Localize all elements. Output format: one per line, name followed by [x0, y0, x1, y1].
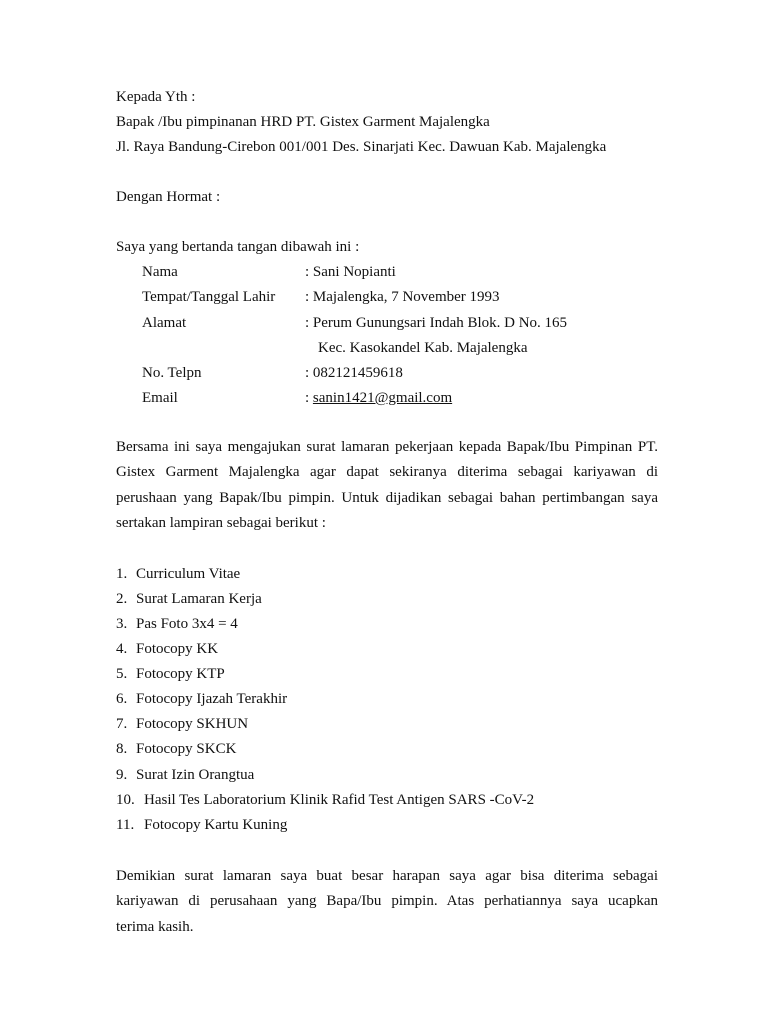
list-item: 7. Fotocopy SKHUN: [116, 716, 249, 732]
body-paragraph: [116, 435, 658, 536]
email-value: [305, 388, 452, 408]
email-link[interactable]: sanin1421@gmail.com: [312, 390, 453, 406]
recipient-address: Jl. Raya Bandung-Cirebon 001/001 Des. Sinarjati Kec. Dawuan Kab. Majalengka: [116, 139, 607, 155]
body-line: Gistex Garment Majalengka agar dapat sekiranya diterima sebagai kariyawan di: [116, 464, 658, 481]
recipient-name: Bapak /Ibu pimpinanan HRD PT. Gistex Garment Majalengka: [116, 114, 490, 130]
list-item: 5. Fotocopy KTP: [116, 666, 225, 682]
address-value-line-1: : Perum Gunungsari Indah Blok. D No. 165: [305, 315, 568, 331]
list-item: 11. Fotocopy Kartu Kuning: [116, 817, 288, 833]
email-label: Email: [142, 390, 178, 406]
address-value-line-2: Kec. Kasokandel Kab. Majalengka: [318, 340, 528, 356]
name-value: : Sani Nopianti: [305, 264, 396, 280]
closing-line: kariyawan di perusahaan yang Bapa/Ibu pimpin. Atas perhatiannya saya ucapkan: [116, 893, 658, 910]
list-item: 6. Fotocopy Ijazah Terakhir: [116, 691, 288, 707]
name-label: Nama: [142, 264, 178, 280]
list-item: 10. Hasil Tes Laboratorium Klinik Rafid Test Antigen SARS -CoV-2: [116, 792, 535, 808]
list-item: 8. Fotocopy SKCK: [116, 741, 237, 757]
birth-value: : Majalengka, 7 November 1993: [305, 289, 500, 305]
list-item: 2. Surat Lamaran Kerja: [116, 591, 262, 607]
closing-paragraph: [116, 864, 658, 940]
list-item: 4. Fotocopy KK: [116, 641, 219, 657]
intro-line: Saya yang bertanda tangan dibawah ini :: [116, 239, 360, 255]
closing-line: terima kasih.: [116, 918, 194, 935]
body-line: Bersama ini saya mengajukan surat lamaran pekerjaan kepada Bapak/Ibu Pimpinan PT.: [116, 439, 658, 455]
recipient-greeting: Kepada Yth :: [116, 89, 196, 105]
body-line: sertakan lampiran sebagai berikut :: [116, 514, 326, 531]
list-item: 9. Surat Izin Orangtua: [116, 767, 255, 783]
email-prefix: :: [305, 390, 313, 406]
list-item: 1. Curriculum Vitae: [116, 566, 241, 582]
list-item: 3. Pas Foto 3x4 = 4: [116, 616, 238, 632]
birth-label: Tempat/Tanggal Lahir: [142, 289, 276, 305]
body-line: perushaan yang Bapak/Ibu pimpin. Untuk dijadikan sebagai bahan pertimbangan saya: [116, 489, 658, 506]
closing-line: Demikian surat lamaran saya buat besar harapan saya agar bisa diterima sebagai: [116, 868, 658, 884]
address-label: Alamat: [142, 315, 187, 331]
salutation: Dengan Hormat :: [116, 189, 221, 205]
phone-value: : 082121459618: [305, 365, 403, 381]
phone-label: No. Telpn: [142, 365, 202, 381]
